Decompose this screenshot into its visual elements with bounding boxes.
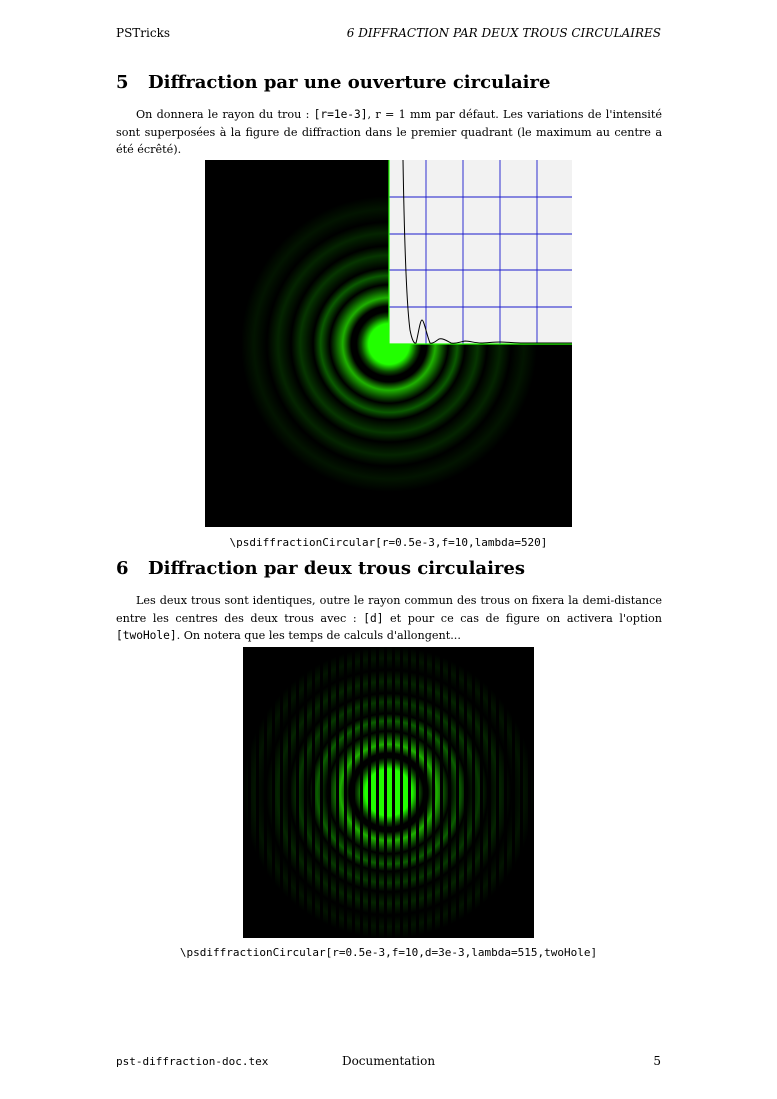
section-5-title: Diffraction par une ouverture circulaire — [148, 72, 551, 93]
section-6-number: 6 — [116, 558, 129, 579]
section-6-text-c: . On notera que les temps de calculs d'allongent... — [176, 629, 461, 642]
running-header-right: 6 DIFFRACTION PAR DEUX TROUS CIRCULAIRES — [346, 26, 661, 40]
footer-label: Documentation — [341, 1054, 436, 1068]
two-hole-diffraction-figure — [243, 647, 534, 938]
code-r-option: [r=1e-3] — [313, 108, 368, 121]
section-6-text-b: et pour ce cas de figure on activera l'option — [383, 611, 662, 625]
section-5-text-b: , r = 1 mm par défaut. Les variations de l'intensité sont superposées à la figure de diffraction dans le premier quadrant (le maximum au centre a été écrêté). — [116, 108, 662, 156]
code-twohole-option: [twoHole] — [116, 629, 177, 642]
circular-diffraction-image — [205, 160, 572, 527]
page-number: 5 — [653, 1054, 661, 1068]
section-6-text-a: Les deux trous sont identiques, outre le rayon commun des trous on fixera la demi-distance entre les centres des deux trous avec : — [116, 594, 662, 625]
section-5-number: 5 — [116, 72, 129, 93]
code-d-option: [d] — [363, 611, 384, 625]
footer-filename: pst-diffraction-doc.tex — [116, 1055, 269, 1068]
figure-1-caption: \psdiffractionCircular[r=0.5e-3,f=10,lambda=520] — [229, 536, 548, 549]
two-hole-diffraction-image — [243, 647, 534, 938]
section-5-paragraph — [116, 106, 662, 159]
section-6-title: Diffraction par deux trous circulaires — [148, 558, 525, 579]
running-header-left: PSTricks — [116, 26, 171, 40]
section-5-text-a: On donnera le rayon du trou : — [136, 108, 314, 121]
section-5-heading — [116, 72, 550, 93]
intensity-plot-panel — [389, 160, 572, 344]
figure-2-caption: \psdiffractionCircular[r=0.5e-3,f=10,d=3e-3,lambda=515,twoHole] — [179, 946, 598, 959]
circular-diffraction-figure — [205, 160, 572, 527]
section-6-paragraph — [116, 592, 662, 645]
section-6-heading — [116, 558, 525, 579]
